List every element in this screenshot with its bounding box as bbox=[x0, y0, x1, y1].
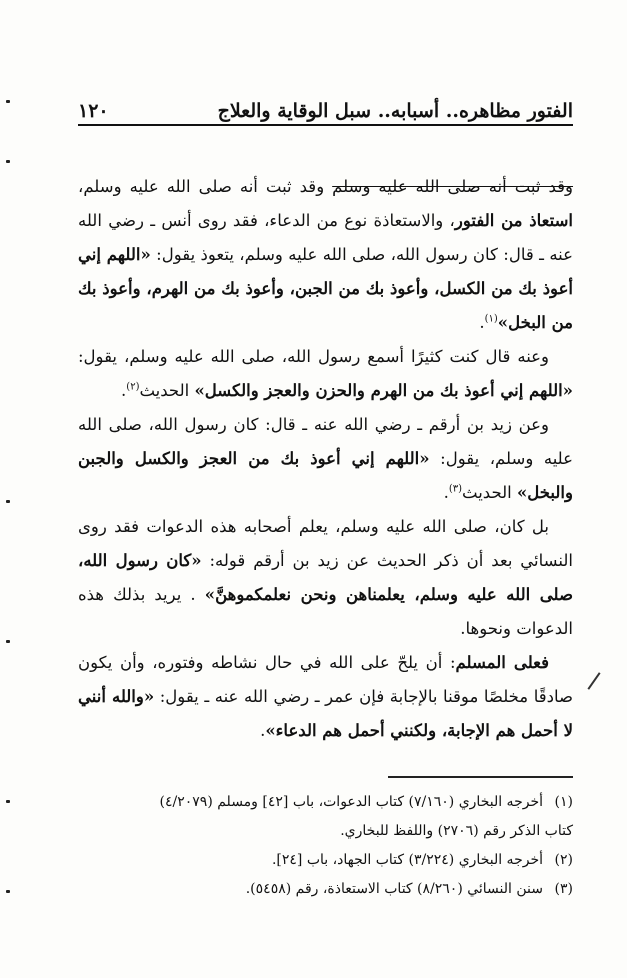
scan-mark bbox=[6, 890, 10, 893]
footnote-ref: (١) bbox=[484, 313, 498, 325]
hadith-quote: «كان رسول الله، صلى الله عليه وسلم، يعلمناهن ونحن نعلمكموهنَّ» bbox=[78, 551, 574, 604]
header-rule bbox=[78, 124, 573, 126]
footnotes bbox=[78, 788, 573, 904]
pen-stroke bbox=[587, 672, 600, 690]
struck-text: وقد ثبت أنه صلى الله عليه وسلم bbox=[332, 177, 574, 196]
footnote-ref: (٢) bbox=[126, 381, 140, 393]
scan-mark bbox=[6, 500, 10, 503]
page-number: ١٢٠ bbox=[78, 100, 109, 122]
scan-mark bbox=[6, 800, 10, 803]
scan-mark bbox=[6, 100, 10, 103]
main-text bbox=[78, 170, 573, 748]
paragraph-3: وعن زيد بن أرقم ـ رضي الله عنه ـ قال: كان رسول الله، صلى الله عليه وسلم، يقول: «اللهم إني أعوذ بك من العجز والكسل والجبن والبخل» الحديث$^{(٣)}$. bbox=[78, 415, 573, 502]
scan-mark bbox=[6, 160, 10, 163]
page-header bbox=[78, 90, 573, 122]
paragraph-4: بل كان، صلى الله عليه وسلم، يعلم أصحابه هذه الدعوات فقد روى النسائي بعد أن ذكر الحديث عن زيد بن أرقم قوله: «كان رسول الله، صلى الله عليه وسلم، يعلمناهن ونحن نعلمكموهنَّ» . يريد بذلك هذه الدعوات ونحوها. bbox=[78, 517, 574, 638]
scan-mark bbox=[6, 640, 10, 643]
footnote-3: (٣)سنن النسائي (٨/٢٦٠) كتاب الاستعاذة، رقم (٥٤٥٨). bbox=[245, 881, 573, 897]
paragraph-1: وقد ثبت أنه صلى الله عليه وسلم وقد ثبت أنه صلى الله عليه وسلم، استعاذ من الفتور، والاستعاذة نوع من الدعاء، فقد روى أنس ـ رضي الله عنه ـ قال: كان رسول الله، صلى الله عليه وسلم، يتعوذ يقول: «اللهم إني أعوذ بك من الكسل، وأعوذ بك من الجبن، وأعوذ بك من الهرم، وأعوذ بك من البخل»$^{(١)}$. bbox=[78, 177, 574, 332]
hadith-quote: «اللهم إني أعوذ بك من العجز والكسل والجبن والبخل» bbox=[78, 449, 573, 502]
hadith-quote: «اللهم إني أعوذ بك من الهرم والحزن والعجز والكسل» bbox=[194, 381, 573, 400]
footnote-2: (٢)أخرجه البخاري (٣/٢٢٤) كتاب الجهاد، باب [٢٤]. bbox=[271, 852, 573, 868]
running-title: الفتور مظاهره.. أسبابه.. سبل الوقاية والعلاج bbox=[217, 100, 573, 122]
footnote-rule bbox=[388, 776, 573, 778]
paragraph-5: فعلى المسلم: أن يلحّ على الله في حال نشاطه وفتوره، وأن يكون صادقًا مخلصًا موقنا بالإجابة فإن عمر ـ رضي الله عنه ـ يقول: «والله أنني لا أحمل هم الإجابة، ولكنني أحمل هم الدعاء». bbox=[78, 653, 574, 740]
footnote-ref: (٣) bbox=[448, 483, 462, 495]
bold-phrase: فعلى المسلم bbox=[455, 653, 549, 672]
paragraph-2: وعنه قال كنت كثيرًا أسمع رسول الله، صلى الله عليه وسلم، يقول: «اللهم إني أعوذ بك من الهرم والحزن والعجز والكسل» الحديث$^{(٢)}$. bbox=[78, 347, 573, 400]
hadith-quote: «اللهم إني أعوذ بك من الكسل، وأعوذ بك من الجبن، وأعوذ بك من الهرم، وأعوذ بك من البخل» bbox=[78, 245, 573, 332]
footnote-1-cont: كتاب الذكر رقم (٢٧٠٦) واللفظ للبخاري. bbox=[340, 823, 573, 839]
footnote-1: (١)أخرجه البخاري (٧/١٦٠) كتاب الدعوات، باب [٤٢] ومسلم (٤/٢٠٧٩) bbox=[159, 794, 573, 810]
bold-phrase: استعاذ من الفتور bbox=[454, 211, 573, 230]
quote: «والله أنني لا أحمل هم الإجابة، ولكنني أحمل هم الدعاء» bbox=[78, 687, 573, 740]
